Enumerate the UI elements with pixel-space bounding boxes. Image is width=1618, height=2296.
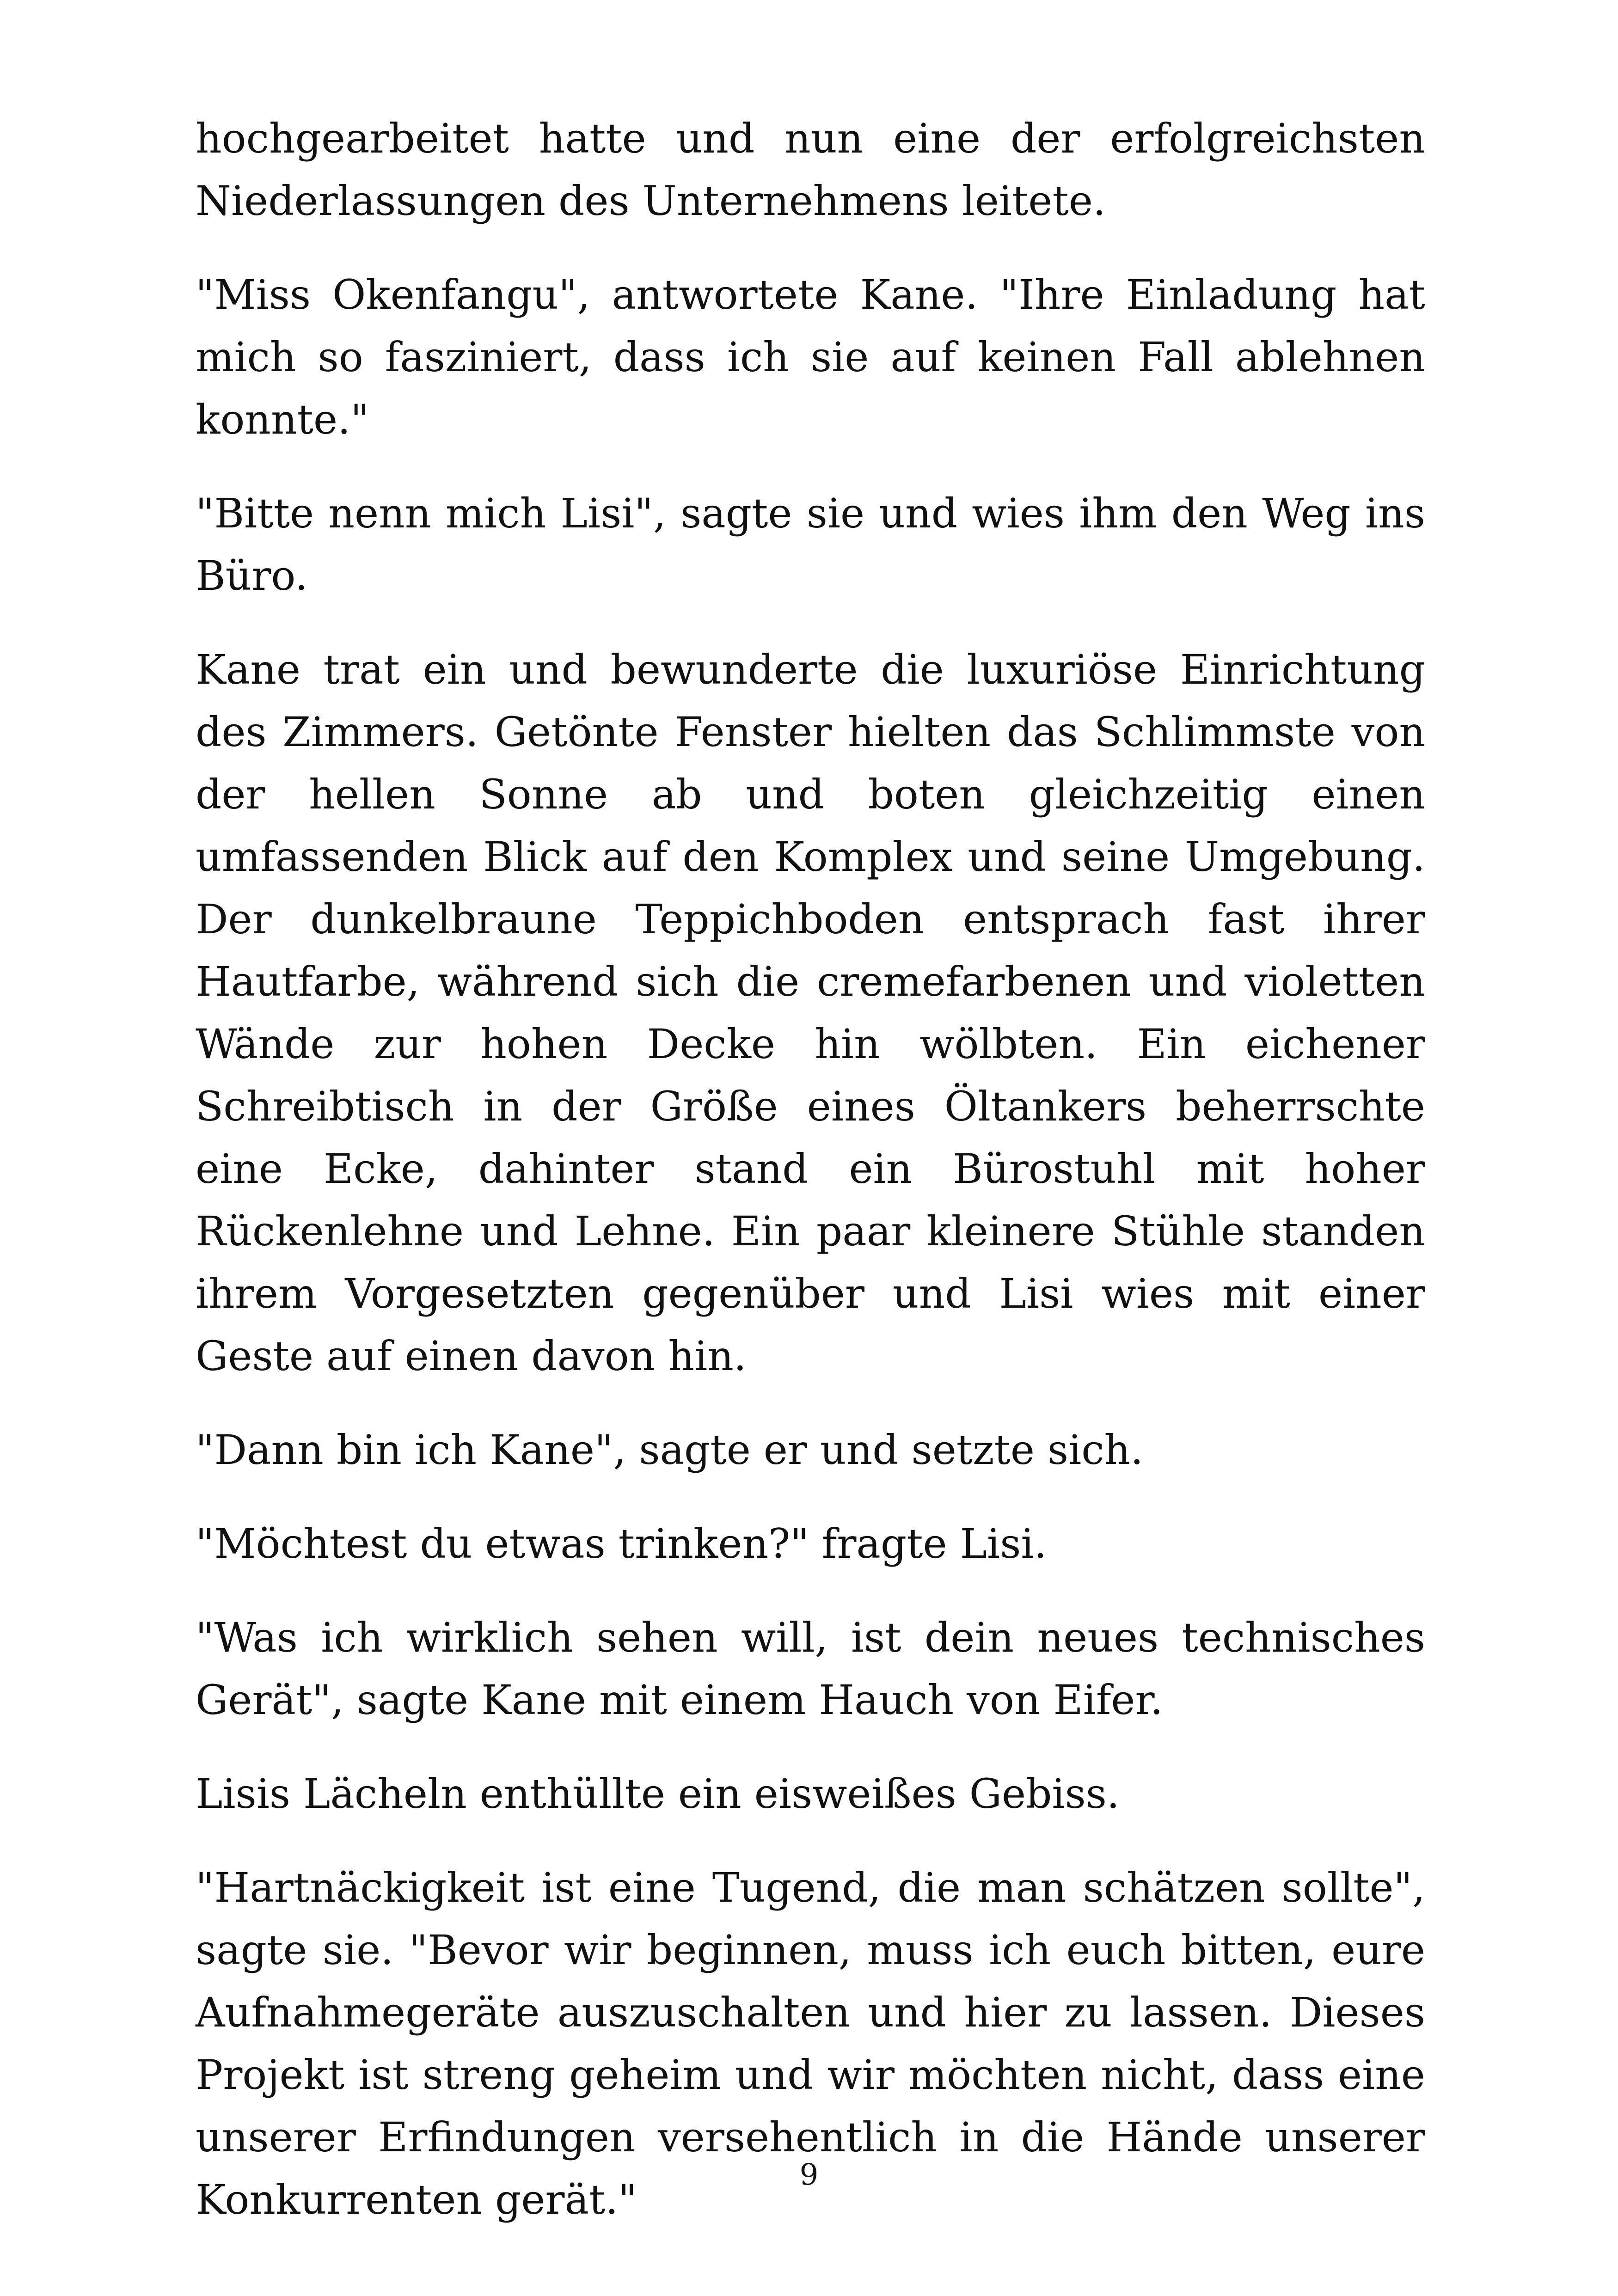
paragraph: "Bitte nenn mich Lisi", sagte sie und wies ihm den Weg ins Büro.: [196, 490, 1425, 600]
paragraph: "Dann bin ich Kane", sagte er und setzte sich.: [196, 1426, 1144, 1474]
page-number: 9: [799, 2158, 819, 2192]
paragraph: Kane trat ein und bewunderte die luxuriöse Einrichtung des Zimmers. Getönte Fenster hielten das Schlimmste von der hellen Sonne ab und boten gleichzeitig einen umfassenden Blick auf den Komplex und seine Umgebung. Der dunkelbraune Teppichboden entsprach fast ihrer Hautfarbe, während sich die cremefarbenen und violetten Wände zur hohen Decke hin wölbten. Ein eichener Schreibtisch in der Größe eines Öltankers beherrschte eine Ecke, dahinter stand ein Bürostuhl mit hoher Rückenlehne und Lehne. Ein paar kleinere Stühle standen ihrem Vorgesetzten gegenüber und Lisi wies mit einer Geste auf einen davon hin.: [196, 646, 1425, 1380]
paragraph: "Miss Okenfangu", antwortete Kane. "Ihre Einladung hat mich so fasziniert, dass ich sie auf keinen Fall ablehnen konnte.": [196, 271, 1425, 443]
body-text: [196, 107, 1425, 2262]
paragraph: "Was ich wirklich sehen will, ist dein neues technisches Gerät", sagte Kane mit einem Hauch von Eifer.: [196, 1614, 1425, 1724]
paragraph: hochgearbeitet hatte und nun eine der erfolgreichsten Niederlassungen des Unternehmens leitete.: [196, 115, 1425, 225]
paragraph: "Hartnäckigkeit ist eine Tugend, die man schätzen sollte", sagte sie. "Bevor wir beginnen, muss ich euch bitten, eure Aufnahmegeräte auszuschalten und hier zu lassen. Dieses Projekt ist streng geheim und wir möchten nicht, dass eine unserer Erfindungen versehentlich in die Hände unserer Konkurrenten gerät.": [196, 1864, 1425, 2223]
paragraph: "Möchtest du etwas trinken?" fragte Lisi.: [196, 1520, 1047, 1567]
paragraph: Lisis Lächeln enthüllte ein eisweißes Gebiss.: [196, 1770, 1120, 1818]
